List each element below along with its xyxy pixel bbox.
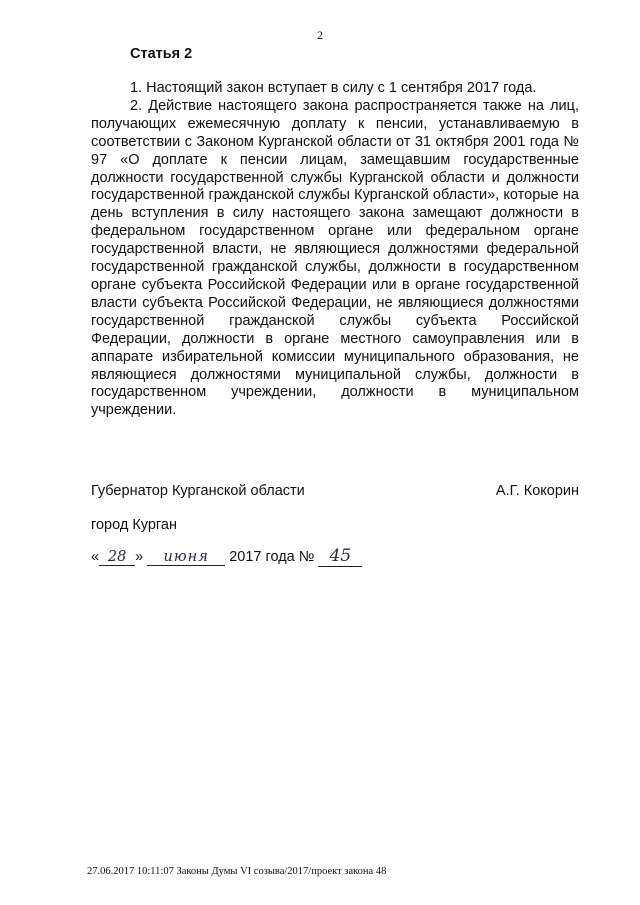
article-heading: Статья 2 — [130, 46, 193, 62]
handwritten-month: июня — [147, 549, 225, 566]
paragraph-1: 1. Настоящий закон вступает в силу с 1 сентября 2017 года. — [130, 80, 537, 96]
city-name: город Курган — [91, 517, 177, 533]
handwritten-law-number: 45 — [318, 546, 362, 567]
signatory-name: А.Г. Кокорин — [495, 483, 579, 499]
handwritten-day: 28 — [99, 549, 135, 566]
year-text: 2017 года № — [229, 549, 315, 565]
page-number: 2 — [317, 28, 323, 42]
date-line — [91, 546, 362, 567]
signature-block — [91, 483, 579, 499]
close-quote: » — [135, 549, 144, 565]
footer-stamp: 27.06.2017 10:11:07 Законы Думы VI созыва/2017/проект закона 48 — [87, 866, 387, 877]
paragraph-2: 2. Действие настоящего закона распространяется также на лиц, получающих ежемесячную доплату к пенсии, устанавливаемую в соответствии с Законом Курганской области от 31 октября 2001 года № 97 «О доплате к пенсии лицам, замещавшим государственные должности государственной службы Курганской области и должности государственной гражданской службы Курганской области», которые на день вступления в силу настоящего закона замещают должности в федеральном государственном органе или федеральном органе государственной власти, не являющиеся должностями федеральной государственной гражданской службы, должности в государственном органе субъекта Российской Федерации или в органе государственной власти субъекта Российской Федерации, не являющиеся должностями государственной гражданской службы субъекта Российской Федерации, должности в органе местного самоуправления или в аппарате избирательной комиссии муниципального образования, не являющиеся должностями муниципальной службы, должности в государственном учреждении, должности в муниципальном учреждении. — [91, 97, 579, 419]
article-body — [91, 80, 579, 420]
signatory-position: Губернатор Курганской области — [91, 483, 305, 499]
open-quote: « — [91, 549, 100, 565]
